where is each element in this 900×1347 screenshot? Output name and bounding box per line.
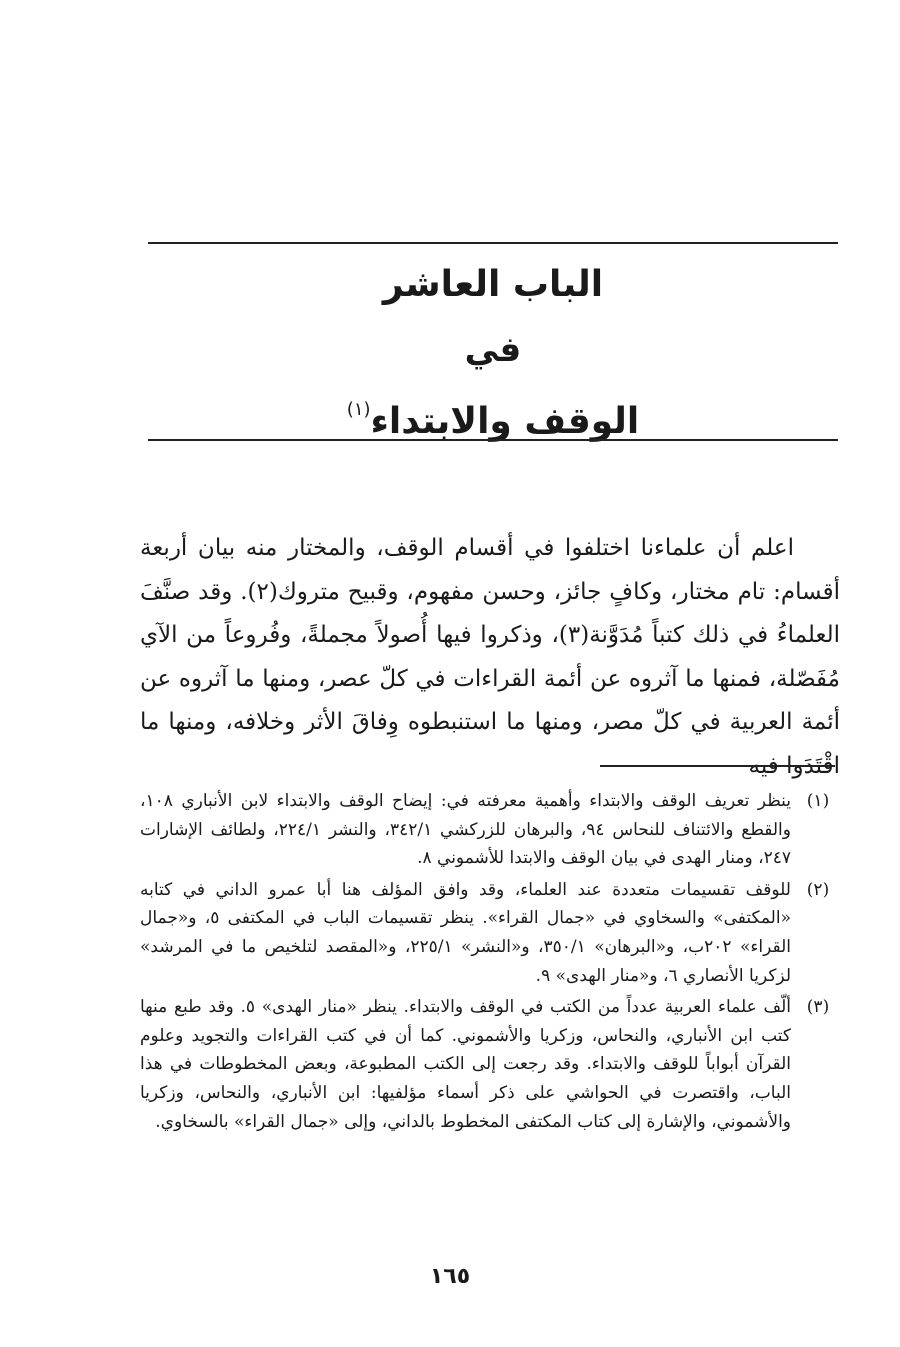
footnote-number: (٣) — [806, 997, 830, 1018]
footnote-number: (١) — [806, 791, 830, 811]
footnote-text: للوقف تقسيمات متعددة عند العلماء، وقد وافق المؤلف هنا أبا عمرو الداني في كتابه «المكتفى» والسخاوي في «جمال القراء». ينظر تقسيمات الباب في المكتفى ٥، و«جمال القراء» ٢٠٢ب، و«البرهان» ٣٥٠/١، و«النشر» ٢٢٥/١، و«المقصد لتلخيص ما في المرشد» لزكريا الأنصاري ٦، و«منار الهدى» ٩. — [140, 879, 791, 986]
header-top-rule — [148, 242, 838, 244]
footnote-number: (٢) — [806, 879, 830, 900]
footnote-text: ألّف علماء العربية عدداً من الكتب في الوقف والابتداء. ينظر «منار الهدى» ٥. وقد طبع منها كتب ابن الأنباري، والنحاس، وزكريا والأشموني. كما أن في كتب القراءات والتجويد وعلوم القرآن أبواباً للوقف والابتداء. وقد رجعت إلى الكتب المطبوعة، وبعض المخطوطات في هذا الباب، واقتصرت في الحواشي على ذكر أسماء مؤلفيها: ابن الأنباري، والنحاس، وزكريا والأشموني، والإشارة إلى كتاب المكتفى المخطوط بالداني، وإلى «جمال القراء» بالسخاوي. — [140, 997, 791, 1132]
footnote — [140, 787, 845, 873]
footnote-text: ينظر تعريف الوقف والابتداء وأهمية معرفته في: إيضاح الوقف والابتداء لابن الأنباري ١٠٨، والقطع والائتناف للنحاس ٩٤، والبرهان للزركشي ٣٤٢/١، والنشر ٢٢٤/١، ولطائف الإشارات ٢٤٧، ومنار الهدى في بيان الوقف والابتدا للأشموني ٨. — [140, 791, 791, 869]
footnote — [140, 876, 845, 990]
body-paragraph: اعلم أن علماءنا اختلفوا في أقسام الوقف، والمختار منه بيان أربعة أقسام: تام مختار، وكافٍ جائز، وحسن مفهوم، وقبيح متروك(٢). وقد صنَّفَ العلماءُ في ذلك كتباً مُدَوَّنة(٣)، وذكروا فيها أُصولاً مجملةً، وفُروعاً من الآي مُفَصّلة، فمنها ما آثروه عن أئمة القراءات في كلّ عصر، ومنها ما آثروه عن أئمة العربية في كلّ مصر، ومنها ما استنبطوه وِفاقَ الأثر وخلافه، ومنها ما اقْتَدَوا فيه — [140, 535, 840, 779]
footnotes — [140, 787, 845, 1139]
header-bottom-rule — [148, 439, 838, 441]
chapter-title-preposition: في — [464, 330, 522, 370]
page-number: ١٦٥ — [429, 1264, 471, 1289]
title-footnote-ref: (١) — [346, 399, 371, 420]
footnote — [140, 993, 845, 1136]
footnote-separator — [600, 765, 835, 767]
chapter-subtitle-text: الوقف والابتداء — [370, 401, 640, 442]
chapter-title: الباب العاشر — [382, 264, 604, 305]
